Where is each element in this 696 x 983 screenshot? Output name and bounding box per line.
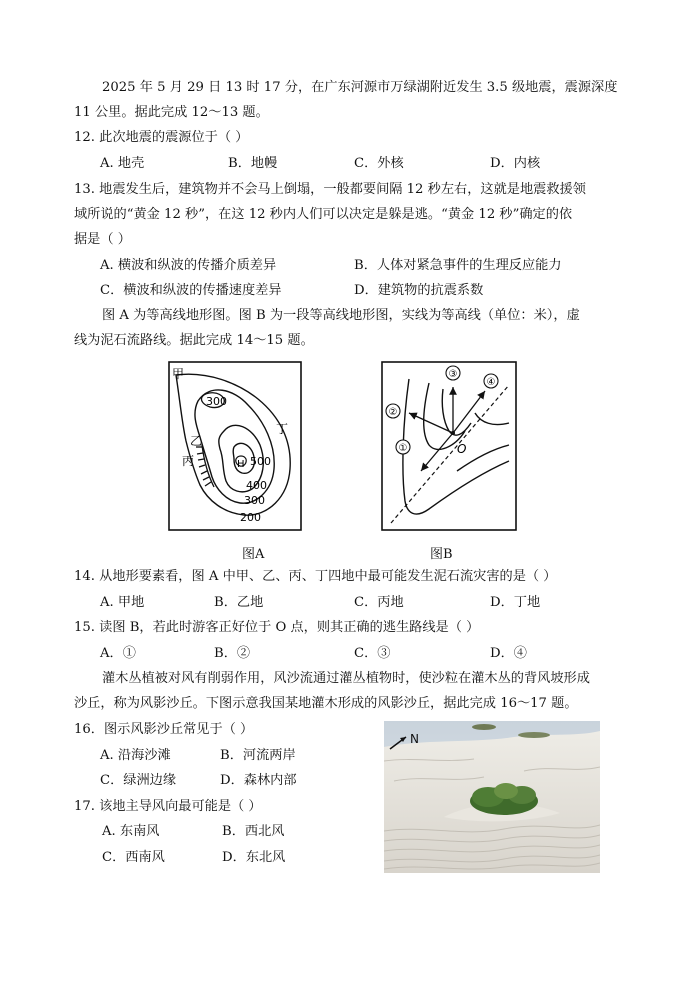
label-summit: H — [237, 459, 245, 470]
question-16-option-d[interactable]: D．森林内部 — [220, 773, 297, 788]
question-13-stem-line2: 域所说的“黄金 12 秒”，在这 12 秒内人们可以决定是躲是逃。“黄金 12 秒”确定的依 — [74, 207, 573, 222]
figure-b-caption: 图B — [430, 547, 453, 562]
label-yi: 乙 — [190, 434, 203, 448]
question-13-option-d[interactable]: D．建筑物的抗震系数 — [354, 283, 484, 298]
route-3-label: ③ — [448, 369, 458, 380]
question-14-option-d[interactable]: D．丁地 — [490, 595, 541, 610]
question-15-option-d[interactable]: D．④ — [490, 646, 527, 661]
question-16-option-b[interactable]: B．河流两岸 — [220, 748, 296, 763]
figure-b-contour-map — [381, 361, 517, 531]
figure-a-caption: 图A — [242, 547, 265, 562]
question-15-stem: 15. 读图 B，若此时游客正好位于 O 点，则其正确的逃生路线是（ ） — [74, 620, 480, 635]
figure-a-contour-map — [168, 361, 302, 531]
label-jia: 甲 — [172, 367, 185, 381]
question-12-option-c[interactable]: C．外核 — [354, 156, 404, 171]
intro-16-17-line2: 沙丘，称为风影沙丘。下图示意我国某地灌木形成的风影沙丘，据此完成 16～17 题。 — [74, 696, 578, 711]
label-ding: 丁 — [276, 422, 289, 436]
contour-label-300: 300 — [244, 494, 265, 507]
contour-label-500: 500 — [250, 455, 271, 468]
question-13-option-b[interactable]: B．人体对紧急事件的生理反应能力 — [354, 258, 562, 273]
intro-14-15-line1: 图 A 为等高线地形图。图 B 为一段等高线地形图，实线为等高线（单位：米），虚 — [102, 308, 580, 323]
question-15-option-a[interactable]: A．① — [100, 646, 136, 661]
question-15-option-b[interactable]: B．② — [214, 646, 251, 661]
question-13-option-c[interactable]: C．横波和纵波的传播速度差异 — [100, 283, 282, 298]
contour-label-200: 200 — [240, 511, 261, 524]
question-16-option-a[interactable]: A. 沿海沙滩 — [100, 748, 171, 763]
route-4-label: ④ — [486, 377, 496, 388]
question-17-option-b[interactable]: B．西北风 — [222, 824, 285, 839]
question-15-option-c[interactable]: C．③ — [354, 646, 391, 661]
route-1-label: ① — [398, 443, 408, 454]
point-o-label: O — [457, 442, 467, 456]
north-label: N — [410, 732, 419, 746]
label-bing: 丙 — [182, 454, 195, 468]
question-13-option-a[interactable]: A. 横波和纵波的传播介质差异 — [100, 258, 277, 273]
question-12-option-b[interactable]: B．地幔 — [228, 156, 278, 171]
question-12-option-d[interactable]: D．内核 — [490, 156, 541, 171]
question-17-option-c[interactable]: C．西南风 — [102, 850, 165, 865]
question-14-stem: 14. 从地形要素看，图 A 中甲、乙、丙、丁四地中最可能发生泥石流灾害的是（ ） — [74, 569, 557, 584]
question-13-stem-line1: 13. 地震发生后，建筑物并不会马上倒塌，一般都要间隔 12 秒左右，这就是地震救援领 — [74, 182, 586, 197]
question-17-option-d[interactable]: D．东北风 — [222, 850, 286, 865]
question-17-stem: 17. 该地主导风向最可能是（ ） — [74, 799, 262, 814]
question-12-option-a[interactable]: A. 地壳 — [100, 156, 145, 171]
intro-14-15-line2: 线为泥石流路线。据此完成 14～15 题。 — [74, 333, 314, 348]
question-17-option-a[interactable]: A. 东南风 — [102, 824, 160, 839]
question-14-option-c[interactable]: C．丙地 — [354, 595, 404, 610]
intro-12-13-line2: 11 公里。据此完成 12～13 题。 — [74, 105, 269, 120]
intro-16-17-line1: 灌木丛植被对风有削弱作用，风沙流通过灌丛植物时，使沙粒在灌木丛的背风坡形成 — [102, 671, 590, 686]
question-12-stem: 12. 此次地震的震源位于（ ） — [74, 130, 249, 145]
question-16-stem: 16．图示风影沙丘常见于（ ） — [74, 722, 254, 737]
question-13-stem-line3: 据是（ ） — [74, 232, 131, 247]
point-o-marker — [451, 431, 455, 435]
question-14-option-a[interactable]: A. 甲地 — [100, 595, 145, 610]
intro-12-13-line1: 2025 年 5 月 29 日 13 时 17 分，在广东河源市万绿湖附近发生 3.5 级地震，震源深度 — [102, 80, 618, 95]
question-16-option-c[interactable]: C．绿洲边缘 — [100, 773, 177, 788]
question-14-option-b[interactable]: B．乙地 — [214, 595, 264, 610]
contour-label-300-top: 300 — [206, 395, 227, 408]
route-2-label: ② — [388, 407, 398, 418]
wind-shadow-dune-photo — [384, 721, 600, 873]
contour-label-400: 400 — [246, 479, 267, 492]
